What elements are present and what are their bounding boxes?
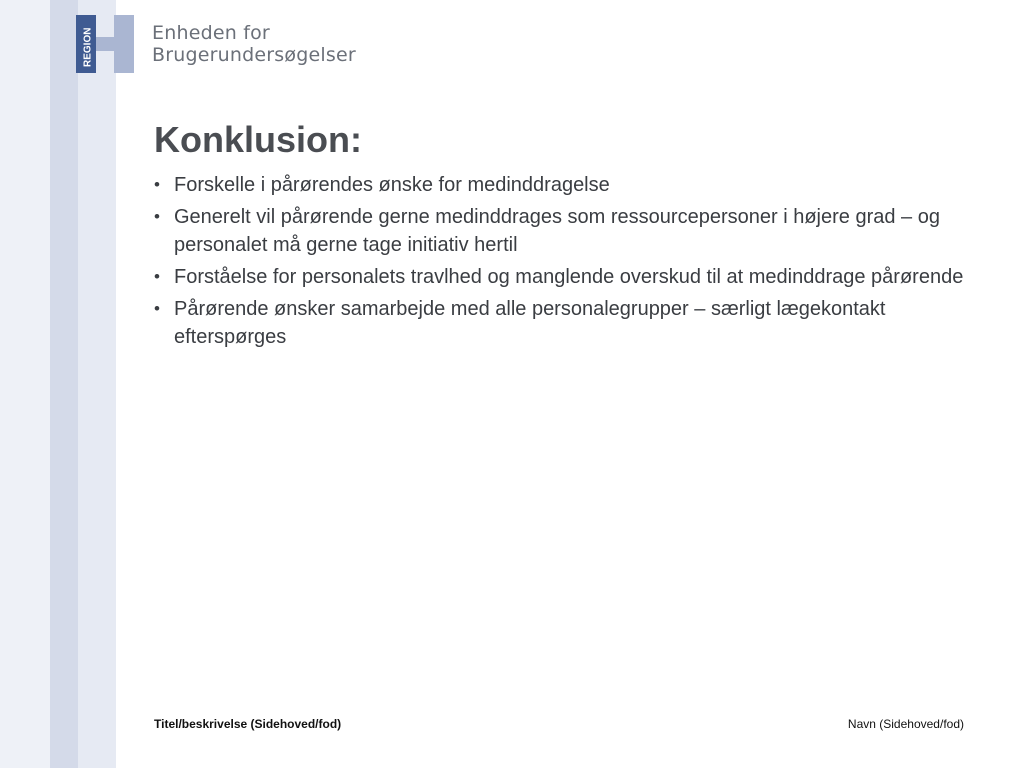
bullet-list [154,171,984,355]
background-stripe-middle [50,0,78,768]
bullet-dot-icon: • [154,175,160,194]
footer-name: Navn (Sidehoved/fod) [847,717,964,731]
background-stripe-outer [0,0,50,768]
organization-name-line2: Brugerundersøgelser [152,44,356,66]
bullet-text: Forskelle i pårørendes ønske for medinddragelse [174,174,610,196]
slide-title: Konklusion: [154,119,362,160]
background-stripe-inner [78,0,116,768]
bullet-dot-icon: • [154,299,160,318]
bullet-dot-icon: • [154,207,160,226]
bullet-item [154,171,984,199]
bullet-item [154,263,984,291]
bullet-item [154,295,984,351]
bullet-text: Pårørende ønsker samarbejde med alle personalegrupper – særligt lægekontakt efterspørges [174,298,886,348]
bullet-text: Forståelse for personalets travlhed og manglende overskud til at medinddrage pårørende [174,266,964,288]
bullet-text: Generelt vil pårørende gerne medinddrages som ressourcepersoner i højere grad – og personalet må gerne tage initiativ hertil [174,206,940,256]
region-h-logo-icon [76,15,134,73]
organization-name [152,22,356,66]
footer-title: Titel/beskrivelse (Sidehoved/fod) [154,717,342,731]
logo-mark-text: REGION [82,27,94,67]
organization-name-line1: Enheden for [152,22,270,44]
bullet-item [154,203,984,259]
bullet-dot-icon: • [154,267,160,286]
